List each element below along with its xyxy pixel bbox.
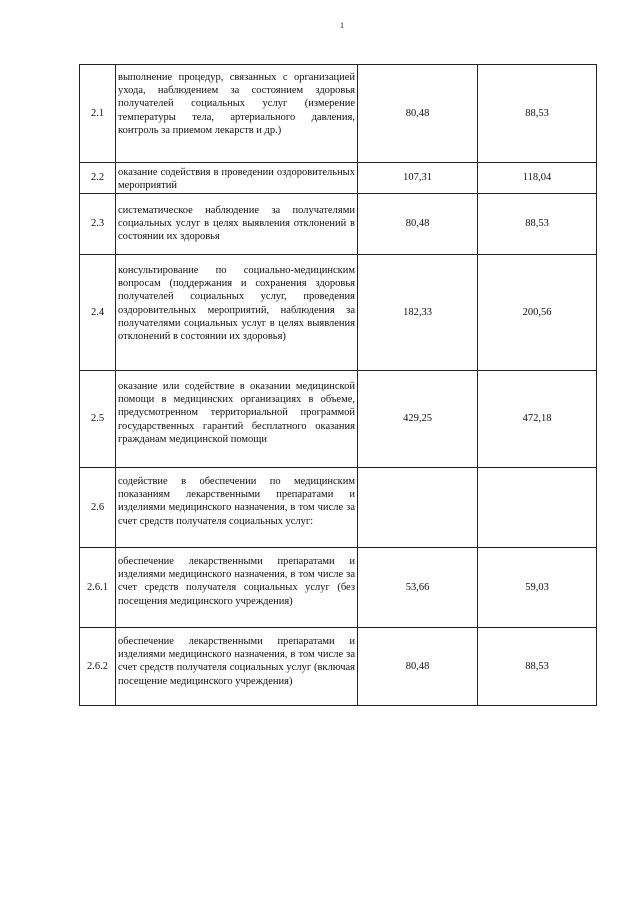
service-name (116, 371, 358, 468)
page-number-mark: 1 (340, 21, 344, 30)
tariff-value-1: 53,66 (358, 548, 478, 628)
service-name-text: обеспечение лекарственными препаратами и изделиями медицинского назначения, в том числе за счет средств получателя социальных услуг (включая посещение медицинского учреждения) (118, 636, 355, 687)
service-name (116, 163, 358, 194)
table-row (80, 628, 597, 706)
tariff-value-1: 80,48 (358, 194, 478, 255)
service-name (116, 65, 358, 163)
row-number: 2.6 (80, 468, 116, 548)
tariff-value-2: 118,04 (478, 163, 597, 194)
table-row (80, 468, 597, 548)
tariff-value-1 (358, 468, 478, 548)
table-row (80, 548, 597, 628)
service-name-text: выполнение процедур, связанных с организацией ухода, наблюдением за состоянием здоровья получателей социальных услуг (измерение температуры тела, артериального давления, контроль за приемом лекарств и др.) (118, 72, 355, 136)
table-row (80, 194, 597, 255)
tariff-value-1: 80,48 (358, 628, 478, 706)
tariff-value-2: 88,53 (478, 628, 597, 706)
tariff-value-2: 200,56 (478, 255, 597, 371)
service-name (116, 255, 358, 371)
services-tariff-table (79, 64, 597, 706)
service-name-text: систематическое наблюдение за получателями социальных услуг в целях выявления отклонений в состоянии их здоровья (118, 205, 355, 243)
service-name-text: оказание или содействие в оказании медицинской помощи в медицинских организациях в объеме, предусмотренном территориальной программой государственных гарантий бесплатного оказания гражданам медицинской помощи (118, 381, 355, 445)
row-number: 2.6.2 (80, 628, 116, 706)
table-row (80, 255, 597, 371)
row-number: 2.1 (80, 65, 116, 163)
tariff-value-2: 472,18 (478, 371, 597, 468)
service-name-text: консультирование по социально-медицинским вопросам (поддержания и сохранения здоровья получателей социальных услуг, проведения оздоровительных мероприятий, наблюдения за получателями социальных услуг в целях выявления отклонений в состоянии их здоровья) (118, 265, 355, 343)
service-name-text: обеспечение лекарственными препаратами и изделиями медицинского назначения, в том числе за счет средств получателя социальных услуг (без посещения медицинского учреждения) (118, 556, 355, 607)
row-number: 2.3 (80, 194, 116, 255)
tariff-value-1: 80,48 (358, 65, 478, 163)
service-name (116, 194, 358, 255)
table-row (80, 371, 597, 468)
service-name (116, 548, 358, 628)
tariff-value-1: 429,25 (358, 371, 478, 468)
tariff-value-2 (478, 468, 597, 548)
service-name (116, 628, 358, 706)
row-number: 2.5 (80, 371, 116, 468)
service-name (116, 468, 358, 548)
service-name-text: оказание содействия в проведении оздоровительных мероприятий (118, 167, 355, 192)
tariff-value-2: 88,53 (478, 194, 597, 255)
table-row (80, 163, 597, 194)
tariff-value-2: 59,03 (478, 548, 597, 628)
tariff-value-2: 88,53 (478, 65, 597, 163)
row-number: 2.6.1 (80, 548, 116, 628)
row-number: 2.4 (80, 255, 116, 371)
table-row (80, 65, 597, 163)
tariff-value-1: 107,31 (358, 163, 478, 194)
tariff-value-1: 182,33 (358, 255, 478, 371)
row-number: 2.2 (80, 163, 116, 194)
service-name-text: содействие в обеспечении по медицинским показаниям лекарственными препаратами и изделиями медицинского назначения, в том числе за счет средств получателя социальных услуг: (118, 476, 355, 527)
